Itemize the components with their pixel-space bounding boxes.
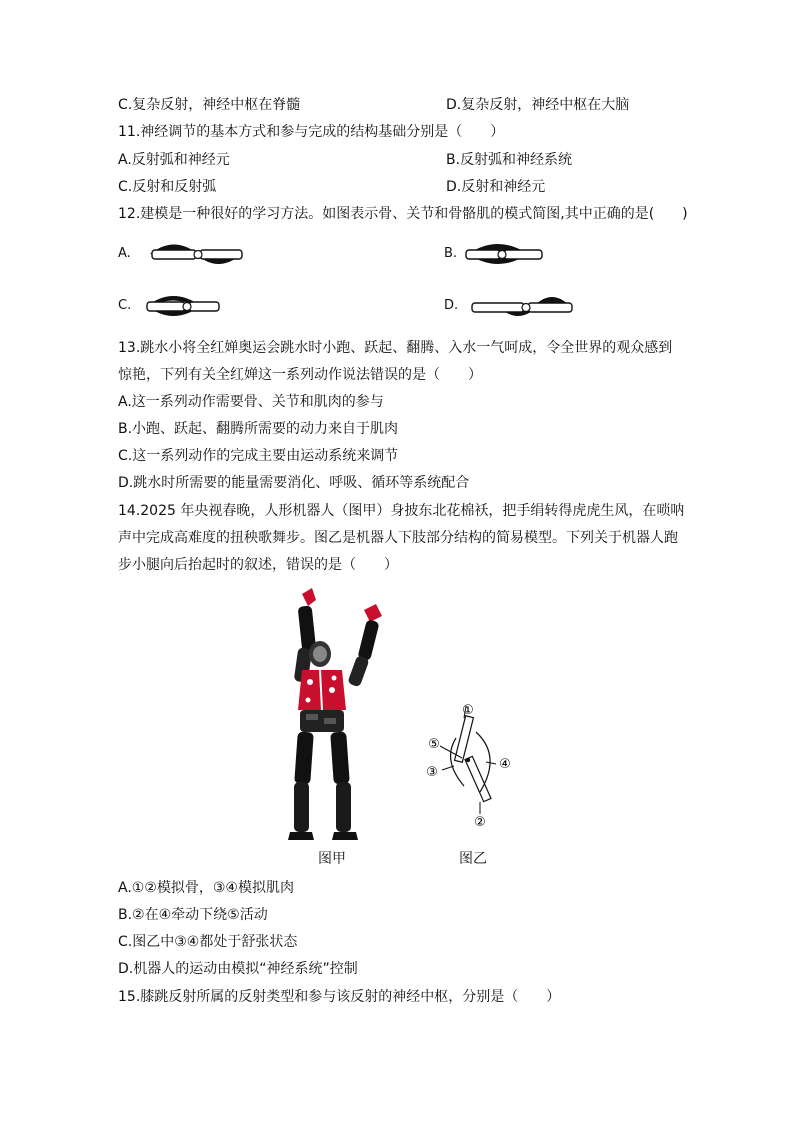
q14-option-c: C.图乙中③④都处于舒张状态 xyxy=(118,934,298,950)
q10-option-c: C.复杂反射，神经中枢在脊髓 xyxy=(118,97,301,113)
q12-label-a: A. xyxy=(118,246,131,261)
q11-option-a: A.反射弧和神经元 xyxy=(118,152,230,168)
label-2: ② xyxy=(474,815,486,830)
q12-model-d-diagram xyxy=(470,288,574,324)
q14-option-b: B.②在④牵动下绕⑤活动 xyxy=(118,907,268,923)
q12-label-c: C. xyxy=(118,298,132,313)
q12-label-d: D. xyxy=(444,298,459,313)
q12-label-b: B. xyxy=(444,246,458,261)
q13-option-d: D.跳水时所需要的能量需要消化、呼吸、循环等系统配合 xyxy=(118,475,470,491)
joint-model-diagram xyxy=(420,698,530,830)
label-1: ① xyxy=(462,703,474,718)
humanoid-robot-figure xyxy=(276,586,396,846)
q13-stem-line-1: 13.跳水小将全红婵奥运会跳水时小跑、跃起、翻腾、入水一气呵成，令全世界的观众感到 xyxy=(118,340,673,356)
label-4: ④ xyxy=(499,757,511,772)
caption-figure-jia: 图甲 xyxy=(318,851,346,867)
q14-stem-line-1: 14.2025 年央视春晚，人形机器人（图甲）身披东北花棉袄，把手绢转得虎虎生风，在唢呐 xyxy=(118,503,685,519)
q13-option-c: C.这一系列动作的完成主要由运动系统来调节 xyxy=(118,448,399,464)
q11-stem: 11.神经调节的基本方式和参与完成的结构基础分别是（ ） xyxy=(118,124,505,140)
q13-option-b: B.小跑、跃起、翻腾所需要的动力来自于肌肉 xyxy=(118,421,399,437)
q14-stem-line-3: 步小腿向后抬起时的叙述，错误的是（ ） xyxy=(118,557,398,573)
q12-stem: 12.建模是一种很好的学习方法。如图表示骨、关节和骨骼肌的模式简图,其中正确的是( ) xyxy=(118,206,688,222)
q11-option-b: B.反射弧和神经系统 xyxy=(446,152,573,168)
q11-option-d: D.反射和神经元 xyxy=(446,179,546,195)
q11-option-c: C.反射和反射弧 xyxy=(118,179,217,195)
label-3: ③ xyxy=(426,765,438,780)
caption-figure-yi: 图乙 xyxy=(459,851,487,867)
q15-stem: 15.膝跳反射所属的反射类型和参与该反射的神经中枢，分别是（ ） xyxy=(118,989,561,1005)
q14-option-d: D.机器人的运动由模拟“神经系统”控制 xyxy=(118,961,358,977)
q12-model-a-diagram xyxy=(148,238,248,270)
q12-model-c-diagram xyxy=(143,290,223,322)
q12-model-b-diagram xyxy=(466,238,546,270)
q14-stem-line-2: 声中完成高难度的扭秧歌舞步。图乙是机器人下肢部分结构的简易模型。下列关于机器人跑 xyxy=(118,530,678,546)
q13-stem-line-2: 惊艳，下列有关全红婵这一系列动作说法错误的是（ ） xyxy=(118,367,482,383)
label-5: ⑤ xyxy=(428,737,440,752)
q14-option-a: A.①②模拟骨，③④模拟肌肉 xyxy=(118,880,294,896)
q13-option-a: A.这一系列动作需要骨、关节和肌肉的参与 xyxy=(118,394,384,410)
q10-option-d: D.复杂反射，神经中枢在大脑 xyxy=(446,97,630,113)
